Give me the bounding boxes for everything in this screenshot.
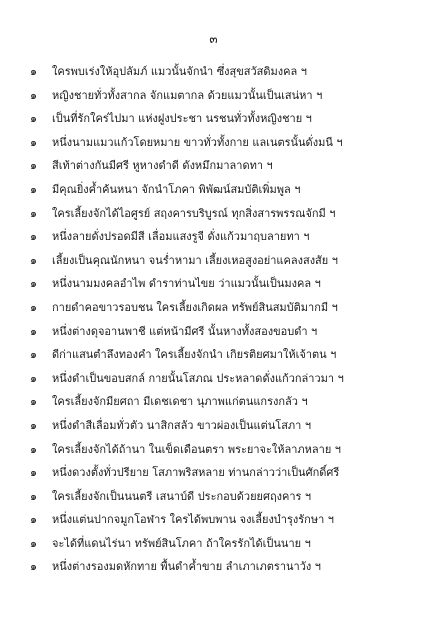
verse-number: ๑ bbox=[30, 418, 37, 432]
verse-number: ๑ bbox=[30, 159, 37, 173]
verse-text: สีเท้าต่างกันมีศรี หูหางดำดี ดังหมึกมาลาดทา ฯ bbox=[52, 159, 273, 173]
verse-line bbox=[30, 438, 410, 462]
verse-line bbox=[30, 555, 410, 579]
verse-number: ๑ bbox=[30, 253, 37, 267]
verse-text: หนึ่งแต่นปากจมูกโอฬาร ใครได้พบพาน จงเลี้ยงบำรุงรักษา ฯ bbox=[52, 513, 334, 527]
verse-text: กายดำคอขาวรอบชน ใครเลี้ยงเกิดผล ทรัพย์สินสมบัติมากมี ฯ bbox=[52, 300, 338, 314]
verse-text: หนึ่งต่างรองมดหักทาย พื้นดำค้ำขาย ลำเภาเภตรานาวัง ฯ bbox=[52, 560, 321, 574]
verse-number: ๑ bbox=[30, 324, 37, 338]
verse-number: ๑ bbox=[30, 206, 37, 220]
verse-line bbox=[30, 225, 410, 249]
verse-text: หนึ่งลายดั่งปรอดมีสี เลื่อมแสงรูจี ดั่งแก้วมาฤบลายทา ฯ bbox=[52, 230, 310, 244]
verse-number: ๑ bbox=[30, 182, 37, 196]
verse-number: ๑ bbox=[30, 65, 37, 78]
verse-line bbox=[30, 249, 410, 273]
verse-line bbox=[30, 508, 410, 532]
verse-text: หนึ่งต่างดุจอานพาชี แต่หน้ามีศรี นั้นหางทั้งสองขอบดำ ฯ bbox=[52, 324, 318, 338]
verse-number: ๑ bbox=[30, 88, 37, 102]
verse-line bbox=[30, 320, 410, 344]
verse-text: ใครเลี้ยงจักได้ไอศูรย์ สฤงคารบริบูรณ์ ทุกสิ่งสารพรรณจักมี ฯ bbox=[52, 206, 336, 220]
verse-line bbox=[30, 414, 410, 438]
verse-number: ๑ bbox=[30, 395, 37, 409]
verse-text: หนึ่งนามมงคลอำไพ ดำราท่านไขย ว่าแมวนั้นเป็นมงคล ฯ bbox=[52, 277, 321, 291]
verse-text: หนึ่งนามแมวแก้วโดยหมาย ขาวทั่วทั้งกาย แลเนตรนั้นดั่งมนี ฯ bbox=[52, 135, 343, 149]
verse-number: ๑ bbox=[30, 348, 37, 362]
page-number: ๓ bbox=[209, 32, 218, 46]
verse-text: หนึ่งดวงตั้งทั่วปรียาย โสภาพริสหลาย ท่านกล่าวว่าเป็นศักดิ์ศรี bbox=[52, 466, 340, 480]
verse-line bbox=[30, 202, 410, 226]
verse-number: ๑ bbox=[30, 277, 37, 291]
verse-number: ๑ bbox=[30, 112, 37, 126]
verse-number: ๑ bbox=[30, 371, 37, 385]
verse-number: ๑ bbox=[30, 513, 37, 527]
verse-number: ๑ bbox=[30, 300, 37, 314]
verse-line bbox=[30, 296, 410, 320]
verse-line bbox=[30, 390, 410, 414]
verse-line bbox=[30, 107, 410, 131]
verse-line bbox=[30, 178, 410, 202]
verse-text: ใครเลี้ยงจักได้ถ้านา ในเข็ดเดือนตรา พระยาจะให้ลาภหลาย ฯ bbox=[52, 442, 341, 456]
verse-text: เลี้ยงเป็นคุณนักหนา จนร่ำหามา เลี้ยงเหอสูงอย่าแคลงสงสัย ฯ bbox=[52, 253, 338, 267]
verse-number: ๑ bbox=[30, 230, 37, 244]
verse-text: ใครพบเร่งให้อุปลัมภ์ แมวนั้นจักนำ ซึ่งสุขสวัสดิมงคล ฯ bbox=[52, 65, 307, 78]
verse-line bbox=[30, 154, 410, 178]
verse-text: ใครเลี้ยงจักเป็นนนตรี เสนาบ์ดี ประกอบด้วยยศฤงคาร ฯ bbox=[52, 489, 312, 503]
verse-line bbox=[30, 461, 410, 485]
verse-list bbox=[30, 60, 410, 579]
verse-line bbox=[30, 272, 410, 296]
verse-text: จะได้ที่แดนไร่นา ทรัพย์สินโภคา ถ้าใครรักได้เป็นนาย ฯ bbox=[52, 536, 311, 550]
verse-text: เป็นที่รักใคร่ไปมา แห่งฝูงประชา นรชนทั่วทั้งหญิงชาย ฯ bbox=[52, 112, 312, 126]
verse-line bbox=[30, 367, 410, 391]
verse-number: ๑ bbox=[30, 560, 37, 574]
verse-number: ๑ bbox=[30, 536, 37, 550]
verse-text: หนึ่งดำเป็นขอบสกล์ กายนั้นโสภณ ประหลาดดั่งแก้วกล่าวมา ฯ bbox=[52, 371, 344, 385]
verse-text: หนึ่งดำสีเลื่อมทั่วตัว นาสิกสลัว ขาวผ่องเป็นแต่นโสภา ฯ bbox=[52, 418, 312, 432]
verse-line bbox=[30, 343, 410, 367]
verse-number: ๑ bbox=[30, 442, 37, 456]
verse-text: ดีก่าแสนตำลึงทองคำ ใครเลี้ยงจักนำ เกิยรติยศมาให้เจ้าตน ฯ bbox=[52, 348, 337, 362]
verse-line bbox=[30, 84, 410, 108]
verse-line bbox=[30, 60, 410, 84]
verse-line bbox=[30, 532, 410, 556]
verse-line bbox=[30, 131, 410, 155]
verse-text: มีคุณยิ่งค้ำค้นหนา จักนำโภคา พิพัฒน์สมบัติเพิ่มพูล ฯ bbox=[52, 182, 301, 196]
verse-number: ๑ bbox=[30, 466, 37, 480]
verse-line bbox=[30, 485, 410, 509]
verse-number: ๑ bbox=[30, 489, 37, 503]
verse-text: ใครเลี้ยงจักมียศถา มีเดชเดชา นุภาพแก่ตนแกรงกลัว ฯ bbox=[52, 395, 308, 409]
verse-number: ๑ bbox=[30, 135, 37, 149]
verse-text: หญิงชายทั่วทั้งสากล จักแมตากล ด้วยแมวนั้นเป็นเสน่หา ฯ bbox=[52, 88, 323, 102]
